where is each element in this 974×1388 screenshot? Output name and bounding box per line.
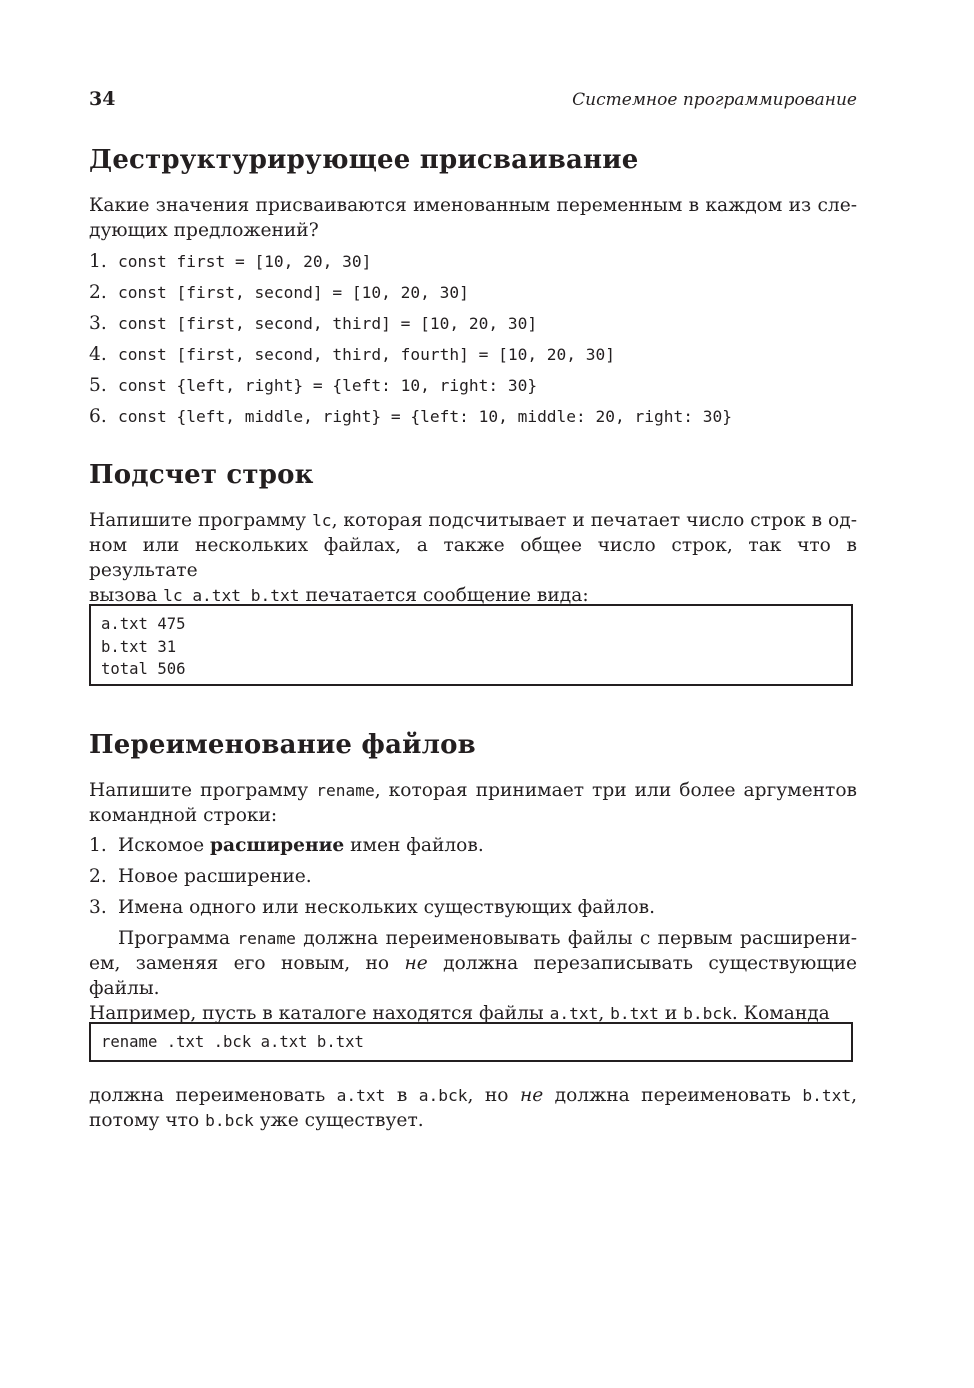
list-item xyxy=(89,404,857,435)
inline-code: a.txt xyxy=(549,1004,599,1023)
text-span: Например, пусть в каталоге находятся файлы xyxy=(89,1003,550,1024)
list-number: 4. xyxy=(89,344,107,365)
text-span: печатается сообщение вида: xyxy=(299,585,589,606)
page-number: 34 xyxy=(89,88,116,110)
list-item xyxy=(89,895,857,926)
text-span: имен файлов. xyxy=(344,835,484,856)
inline-code: a.txt xyxy=(336,1086,386,1105)
text-line: командной строки: xyxy=(89,805,278,826)
list-number: 1. xyxy=(89,835,107,856)
code-block-output xyxy=(89,604,853,686)
list-number: 5. xyxy=(89,375,107,396)
text-span: Искомое xyxy=(118,835,211,856)
inline-code: b.txt xyxy=(802,1086,852,1105)
code-statement: const {left, middle, right} = {left: 10, middle: 20, right: 30} xyxy=(118,407,732,426)
inline-code: lc xyxy=(312,511,332,530)
text-span: Программа xyxy=(118,928,238,949)
running-title: Системное программирование xyxy=(572,90,857,110)
code-statement: const {left, right} = {left: 10, right: 30} xyxy=(118,376,538,395)
text-span: , которая подсчитывает и печатает число строк в од- xyxy=(331,510,857,531)
list-number: 6. xyxy=(89,406,107,427)
list-item xyxy=(89,311,857,342)
list-number: 3. xyxy=(89,897,107,918)
text-line: дующих предложений? xyxy=(89,220,319,241)
code-line: b.txt 31 xyxy=(101,637,177,656)
inline-code: rename xyxy=(316,781,375,800)
list-item xyxy=(89,249,857,280)
list-item xyxy=(89,833,857,864)
inline-code: lc a.txt b.txt xyxy=(163,586,300,605)
emphasis: не xyxy=(519,1085,544,1106)
text-span: Напишите программу xyxy=(89,510,313,531)
code-statement: const [first, second] = [10, 20, 30] xyxy=(118,283,469,302)
code-statement: const [first, second, third] = [10, 20, 30] xyxy=(118,314,538,333)
text-span: в xyxy=(385,1085,419,1106)
list-number: 3. xyxy=(89,313,107,334)
list-number: 1. xyxy=(89,251,107,272)
text-span: Имена одного или нескольких существующих файлов. xyxy=(118,897,656,918)
section-heading-line-count: Подсчет строк xyxy=(89,460,314,490)
inline-code: b.bck xyxy=(683,1004,732,1023)
text-span: ем, заменяя его новым, но xyxy=(89,953,405,974)
list-item xyxy=(89,280,857,311)
list-number: 2. xyxy=(89,282,107,303)
inline-code: rename xyxy=(237,929,296,948)
code-line: total 506 xyxy=(101,660,186,678)
text-line: ном или нескольких файлах, а также общее число строк, так что в результате xyxy=(89,535,857,581)
text-span: , xyxy=(598,1003,611,1024)
text-span: должна переименовать xyxy=(543,1085,803,1106)
section-heading-rename: Переименование файлов xyxy=(89,730,476,760)
text-span: должна переименовать xyxy=(89,1085,337,1106)
text-span: , xyxy=(851,1085,857,1106)
section-heading-destructuring: Деструктурирующее присваивание xyxy=(89,145,639,175)
text-span: потому что xyxy=(89,1110,206,1131)
code-line: a.txt 475 xyxy=(101,615,186,633)
inline-code: b.bck xyxy=(205,1111,254,1130)
code-block-command xyxy=(89,1022,853,1062)
text-line xyxy=(89,1108,857,1133)
text-span: Новое расширение. xyxy=(118,866,312,887)
running-head xyxy=(89,88,857,112)
section3-closing-paragraph xyxy=(89,1083,857,1133)
section2-paragraph xyxy=(89,508,857,608)
text-span: и xyxy=(658,1003,684,1024)
list-item xyxy=(89,864,857,895)
destructuring-list xyxy=(89,249,857,435)
text-span: вызова xyxy=(89,585,164,606)
text-line xyxy=(89,778,857,803)
text-span: должна переименовывать файлы с первым расширени- xyxy=(295,928,857,949)
rename-arguments-list xyxy=(89,833,857,926)
section1-intro xyxy=(89,193,857,243)
bold-term: расширение xyxy=(210,835,345,856)
text-line xyxy=(89,1083,857,1108)
code-line: rename .txt .bck a.txt b.txt xyxy=(101,1033,364,1051)
section3-paragraph xyxy=(89,926,857,1026)
emphasis: не xyxy=(404,953,428,974)
code-statement: const [first, second, third, fourth] = [10, 20, 30] xyxy=(118,345,616,364)
list-item xyxy=(89,342,857,373)
text-span: , но xyxy=(467,1085,520,1106)
text-line: Какие значения присваиваются именованным переменным в каждом из сле- xyxy=(89,195,857,216)
list-item xyxy=(89,373,857,404)
list-number: 2. xyxy=(89,866,107,887)
text-span: должна перезаписывать существующие файлы. xyxy=(89,953,858,999)
text-span: уже существует. xyxy=(253,1110,424,1131)
text-line xyxy=(89,951,857,1001)
inline-code: a.bck xyxy=(418,1086,468,1105)
text-span: Напишите программу xyxy=(89,780,317,801)
text-span: , которая принимает три или более аргументов xyxy=(374,780,857,801)
text-line xyxy=(89,508,857,533)
text-line xyxy=(89,926,857,951)
code-statement: const first = [10, 20, 30] xyxy=(118,252,372,271)
text-span: . Команда xyxy=(731,1003,830,1024)
section3-intro xyxy=(89,778,857,828)
inline-code: b.txt xyxy=(610,1004,659,1023)
